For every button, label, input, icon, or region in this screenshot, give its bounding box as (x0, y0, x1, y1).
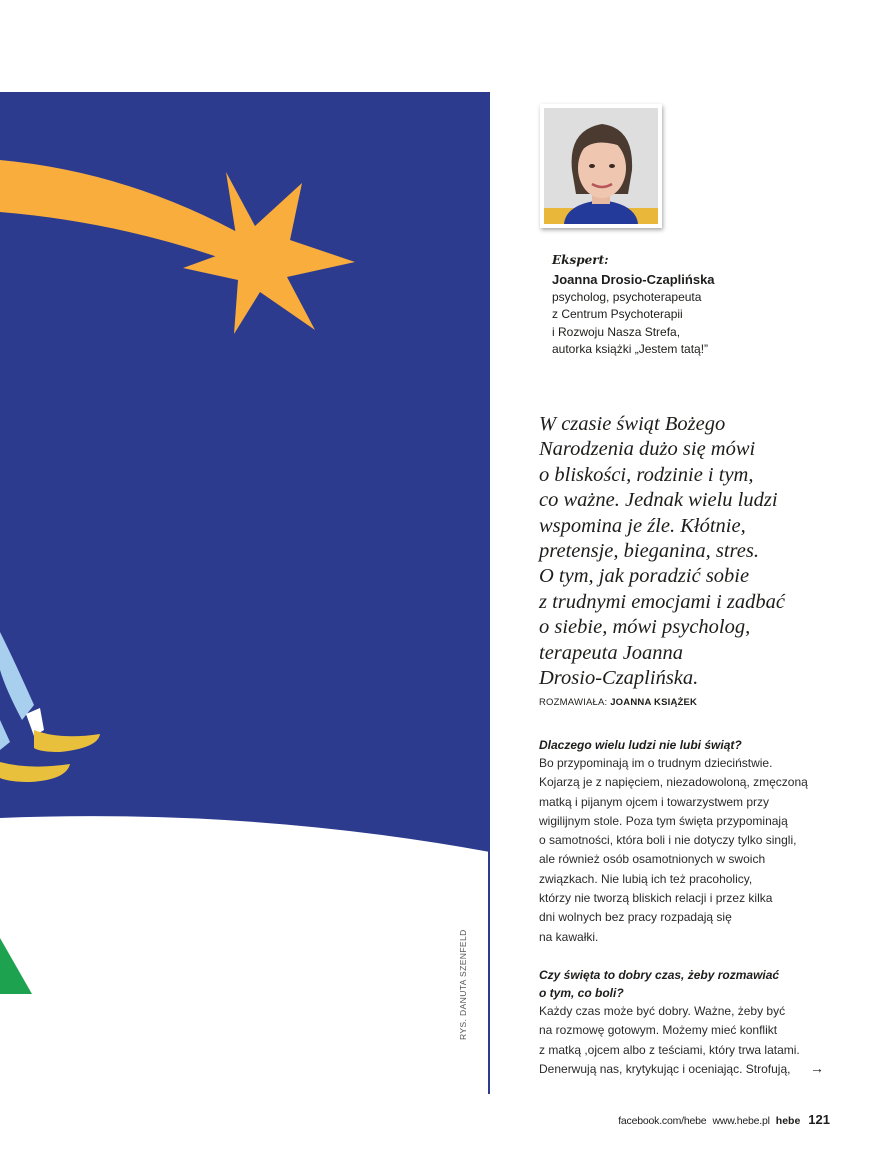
footer-facebook: facebook.com/hebe (618, 1115, 707, 1127)
question-2: Czy święta to dobry czas, żeby rozmawiać o tym, co boli? (539, 968, 780, 1000)
answer-1: Bo przypominają im o trudnym dzieciństwie. Kojarzą je z napięciem, niezadowoloną, zmęczoną matką i pijanym ojcem i towarzystwem przy wigilijnym stole. Poza tym święta przypominają o samotności, która boli i nie dotyczy tylko singli, ale również osób osamotnionych w swoich związkach. Nie lubią ich też pracoholicy, którzy nie tworzą bliskich relacji i przez kilka dni wolnych bez pracy rozpadają się na kawałki. (539, 756, 808, 944)
page-number: 121 (808, 1112, 830, 1127)
page-footer (618, 1112, 830, 1127)
expert-description: psycholog, psychoterapeuta z Centrum Psychoterapii i Rozwoju Nasza Strefa, autorka książki „Jestem tatą!” (552, 289, 709, 356)
expert-name: Joanna Drosio-Czaplińska (552, 271, 715, 287)
answer-2: Każdy czas może być dobry. Ważne, żeby być na rozmowę gotowym. Możemy mieć konflikt z matką ,ojcem albo z teściami, który trwa latami. Denerwują nas, krytykując i oceniając. Strofują, (539, 1004, 800, 1076)
article-lead: W czasie świąt Bożego Narodzenia dużo się mówi o bliskości, rodzinie i tym, co ważne. Jednak wielu ludzi wspomina je źle. Kłótnie, pretensje, bieganina, stres. O tym, jak poradzić sobie z trudnymi emocjami i zadbać o siebie, mówi psycholog, terapeuta Joanna Drosio-Czaplińska. (539, 413, 785, 690)
portrait-image (544, 108, 658, 224)
byline (539, 697, 697, 708)
footer-website: www.hebe.pl (712, 1115, 770, 1127)
continue-arrow-icon: → (810, 1060, 824, 1076)
tree-icon (0, 938, 32, 994)
question-1: Dlaczego wielu ludzi nie lubi świąt? (539, 738, 742, 752)
column-divider (488, 92, 490, 1094)
expert-info (552, 252, 852, 359)
expert-label: Ekspert: (552, 253, 609, 267)
byline-label: ROZMAWIAŁA: (539, 697, 608, 708)
byline-author: JOANNA KSIĄŻEK (610, 697, 698, 708)
illustration-credit: RYS. DANUTA SZENFELD (458, 929, 468, 1040)
expert-photo (540, 104, 662, 228)
footer-brand: hebe (775, 1115, 801, 1127)
